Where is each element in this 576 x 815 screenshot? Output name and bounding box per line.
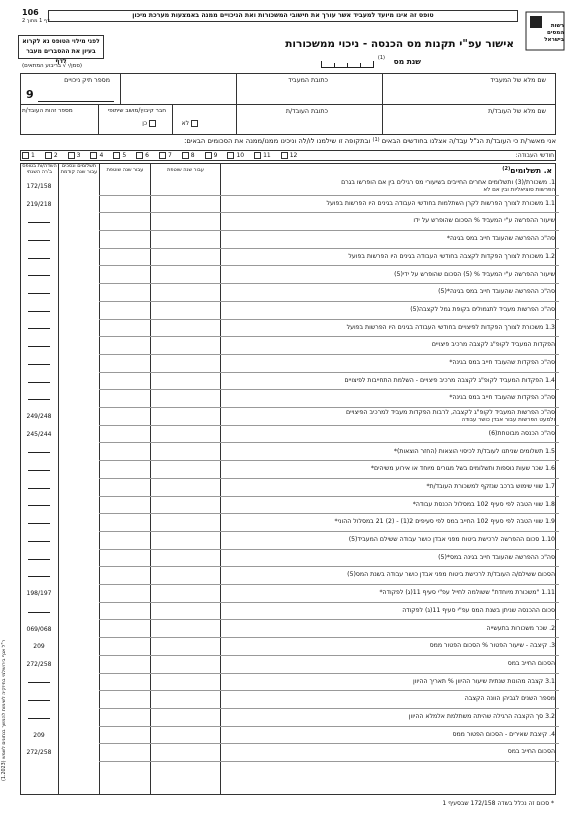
- month-number: 8: [190, 152, 195, 159]
- checkbox: [45, 152, 52, 159]
- amount-input[interactable]: [100, 268, 150, 284]
- amount-input[interactable]: [100, 321, 150, 337]
- amount-input[interactable]: [151, 321, 220, 337]
- declaration-text: אני מאשר/ת כי העובד/ת הנ"ל עבד/ה אצלנו בחודשים הבאים $^{(1)}$ ובתקופה זו שילמנו לו/לה וניכינו ממנו/ממנה את הסכומים הבאים:: [184, 137, 556, 145]
- amount-input[interactable]: [151, 303, 220, 319]
- row-label: סה"כ הפרשות מעביד לתגמולים בקופת גמל לקצבה(5): [410, 305, 555, 313]
- row-label: 1.11 "משכורת מיוחדת" ששולמה לחייל עפ"י סעיף 11(ג) לפקודה*: [379, 589, 555, 597]
- amount-input[interactable]: [100, 250, 150, 266]
- amount-input[interactable]: [100, 639, 150, 655]
- month-number: 12: [289, 152, 298, 159]
- amount-input[interactable]: [151, 551, 220, 567]
- row-label: 1.8 שווי הטבה לפי סעיף 102 במסלול הכנסת עבודה*: [412, 500, 555, 508]
- deduction-file-prefix: 9: [26, 88, 34, 101]
- field-code: 172/158: [26, 183, 52, 190]
- row-label: 4. קיצבת שאירים - הסכום הפטור ממס: [452, 730, 555, 738]
- amount-input[interactable]: [100, 710, 150, 726]
- month-checkbox-8[interactable]: [182, 152, 195, 159]
- row-label: 1.6 שכר שעות נוספות ותשלומים בשל מגורים מיוחד או אירוע משיהים*: [370, 465, 555, 473]
- employee-id-label: מספר זהות העובד/ת: [22, 108, 73, 114]
- month-number: 10: [236, 152, 245, 159]
- checkbox: [159, 152, 166, 159]
- amount-input[interactable]: [100, 692, 150, 708]
- no-field-dash: [28, 488, 50, 489]
- no-field-dash: [28, 382, 50, 383]
- amount-input[interactable]: [151, 745, 220, 761]
- no-field-dash: [28, 523, 50, 524]
- amount-input[interactable]: [100, 586, 150, 602]
- month-checkbox-2[interactable]: [45, 152, 58, 159]
- amount-input[interactable]: [100, 285, 150, 301]
- amount-input[interactable]: [100, 728, 150, 744]
- section-a-title: א. תשלומים$^{(2)}$: [502, 166, 552, 175]
- page-ref: דף 1 מתוך 2: [22, 18, 50, 24]
- no-field-dash: [28, 700, 50, 701]
- employer-address-label: כתובת המעביד: [288, 77, 328, 84]
- amount-input[interactable]: [100, 409, 150, 425]
- amount-input[interactable]: [100, 462, 150, 478]
- amount-input[interactable]: [100, 445, 150, 461]
- col-head-current-year: עבור שנה שוטפת: [106, 167, 144, 173]
- tax-year-label: שנת מס: [393, 57, 421, 66]
- amount-input[interactable]: [151, 604, 220, 620]
- checkbox: [90, 152, 97, 159]
- no-field-dash: [28, 612, 50, 613]
- amount-input[interactable]: [151, 710, 220, 726]
- amount-input[interactable]: [151, 622, 220, 638]
- amount-input[interactable]: [151, 268, 220, 284]
- row-label: 1. משכורת/(3) ותשלומים אחרים החייבים בשיעורי מס רגילים בין אם הופרשו בגרם: [341, 179, 555, 186]
- checkbox: [205, 152, 212, 159]
- employee-name-label: שם מלא של העובד/ת: [488, 108, 546, 115]
- field-code: 245/244: [26, 430, 52, 438]
- amount-input[interactable]: [151, 338, 220, 354]
- no-field-dash: [28, 364, 50, 365]
- month-checkbox-11[interactable]: [254, 152, 271, 159]
- checkbox: [22, 152, 29, 159]
- checkbox: [281, 152, 288, 159]
- row-label: מספר השנים לגביהן הוונה הקצבה: [464, 695, 555, 703]
- no-field-dash: [28, 576, 50, 577]
- field-code: 219/218: [26, 200, 52, 208]
- month-number: 9: [213, 152, 218, 159]
- no-field-dash: [28, 718, 50, 719]
- amount-input[interactable]: [100, 197, 150, 213]
- month-checkbox-6[interactable]: [136, 152, 149, 159]
- amount-input[interactable]: [151, 391, 220, 407]
- amount-input[interactable]: [151, 409, 220, 425]
- no-field-dash: [28, 240, 50, 241]
- no-field-dash: [28, 258, 50, 259]
- kibbutz-yes[interactable]: [142, 120, 156, 127]
- row-label: 3.2 סך הקצבה הרגילה שהיתה משתלמת אלמלא ההיוון: [408, 713, 555, 720]
- amount-input[interactable]: [100, 303, 150, 319]
- page-title: אישור עפ"י תקנות מס הכנסה - ניכוי ממשכורות: [285, 38, 514, 50]
- amount-input[interactable]: [151, 480, 220, 496]
- amount-input[interactable]: [151, 639, 220, 655]
- row-label: 3.1 קצבה מהונות שנתית שיעור ההיוון % תאריך ההיוון: [413, 677, 555, 685]
- month-number: 7: [167, 152, 172, 159]
- amount-input[interactable]: [151, 232, 220, 248]
- amount-input[interactable]: [100, 391, 150, 407]
- field-code: 272/258: [26, 749, 52, 757]
- side-note: ר"ל אגף בירושלמי בחיזקיה לשימות להמשך בנתונים לשמש (1.2023): [2, 640, 7, 782]
- row-label: סה"כ הכנסה מבוטחת(6): [488, 429, 555, 437]
- amount-input[interactable]: [100, 657, 150, 673]
- field-code: 198/197: [26, 590, 52, 598]
- row-label: 1.5 תשלומים שניתנו לעובד/ת לכיסוי הוצאות (החזר הוצאות)*: [393, 447, 555, 455]
- checkbox: [149, 120, 156, 127]
- field-code: 069/068: [26, 625, 52, 633]
- amount-input[interactable]: [151, 533, 220, 549]
- amount-input[interactable]: [100, 427, 150, 443]
- row-label: סה"כ ההפרשה שהעובד חייב במס בגינה*(5): [438, 288, 555, 296]
- amount-input[interactable]: [151, 692, 220, 708]
- month-number: 4: [99, 152, 104, 159]
- month-checkbox-3[interactable]: [68, 152, 81, 159]
- row-label: סה"כ הפרשות המעביד לקופ"ג לקצבה, לרבות הפקדות מעביד למרכיב הפיצויים: [345, 409, 555, 417]
- employee-address-label: כתובת העובד/ת: [285, 108, 328, 115]
- row-label: הסכום ששילם/ה העובד/ת לרכישת ביטוח מפני אבדן כושר עבודה בשנת המס(5): [347, 571, 555, 579]
- row-label: הסכום החייב במס: [507, 748, 555, 756]
- kibbutz-yes-label: כן: [142, 120, 148, 127]
- field-code: 209: [33, 643, 45, 651]
- row-label: סה"כ הפקדות שהעובד חייב במס בגינה*: [449, 394, 555, 402]
- deduction-file-input[interactable]: [38, 96, 114, 102]
- no-field-dash: [28, 399, 50, 400]
- row-label-continued: הפרשות סוציאליות ובין אם לא: [483, 187, 555, 193]
- month-checkbox-1[interactable]: [22, 152, 35, 159]
- month-checkbox-7[interactable]: [159, 152, 172, 159]
- checkbox: [227, 152, 234, 159]
- amount-input[interactable]: [100, 179, 150, 195]
- month-checkbox-5[interactable]: [113, 152, 126, 159]
- amount-input[interactable]: [151, 427, 220, 443]
- amount-input[interactable]: [151, 214, 220, 230]
- logo-text: רשות המסים בישראל: [544, 23, 564, 43]
- no-field-dash: [28, 559, 50, 560]
- months-checkboxes: [22, 152, 307, 160]
- fill-note: לפני מילוי הטופס נא לקרוא בעיון את ההסברים מעבר לדף: [18, 35, 104, 59]
- month-number: 5: [122, 152, 127, 159]
- checkbox: [191, 120, 198, 127]
- amount-input[interactable]: [100, 551, 150, 567]
- row-label: 1.10 סכום ההפרשה לרכישת ביטוח מפני אבדן כושר עבודה ששילם המעביד(5): [348, 536, 555, 543]
- amount-input[interactable]: [100, 604, 150, 620]
- checkbox: [182, 152, 189, 159]
- amount-input[interactable]: [151, 445, 220, 461]
- month-number: 2: [53, 152, 58, 159]
- amount-input[interactable]: [151, 515, 220, 531]
- row-label: 1.1 משכורת לצורך הפרשות לקרן השתלמות בחודשי העבודה בגינים היו הפרשות בפועל: [326, 199, 555, 207]
- amount-input[interactable]: [100, 232, 150, 248]
- amount-input[interactable]: [100, 515, 150, 531]
- row-label: 1.3 משכורת לצורך הפקדות לפיצויים בחודשי העבודה בגינים היו הפרשות בפועל: [346, 323, 555, 331]
- field-code: 209: [33, 731, 45, 739]
- no-field-dash: [28, 293, 50, 294]
- no-field-dash: [28, 505, 50, 506]
- amount-input[interactable]: [100, 622, 150, 638]
- no-field-dash: [28, 682, 50, 683]
- months-label: חודשי העבודה:: [515, 152, 554, 159]
- month-number: 3: [76, 152, 81, 159]
- amount-input[interactable]: [100, 745, 150, 761]
- amount-input[interactable]: [151, 657, 220, 673]
- amount-input[interactable]: [100, 356, 150, 372]
- form-notice: טופס זה אינו מיועד למעביד אשר עורך את חישובי המשכורות ואת הניכויים ממנה באמצעות מערכת מיכון: [48, 10, 518, 22]
- row-label: סה"כ ההפרשה שהעובד חייב במס בגינה*: [446, 235, 555, 243]
- row-label: סה"כ ההפרשה שהעובד חייב בגינה במס*(5): [438, 553, 555, 561]
- tax-year-field[interactable]: [321, 57, 421, 69]
- amount-input[interactable]: [151, 675, 220, 691]
- amount-input[interactable]: [100, 675, 150, 691]
- checkbox: [68, 152, 75, 159]
- no-field-dash: [28, 452, 50, 453]
- row-label: 1.4 הפקדות המעביד לקופ"ג לקצבה מרכיב פיצויים - השלמת התחייבות לפיצויים: [344, 376, 555, 384]
- amount-input[interactable]: [151, 356, 220, 372]
- no-field-dash: [28, 346, 50, 347]
- row-label: 3. קיצבה - שיעור הפטור % הסכום הפטור ממס: [429, 642, 555, 650]
- amount-input[interactable]: [151, 498, 220, 514]
- amount-input[interactable]: [100, 480, 150, 496]
- month-number: 11: [263, 152, 271, 159]
- row-label: סכום ההכנסה שניתן בשנת המס עפ"י סעיף 11(ג) לפקודה: [402, 606, 555, 614]
- checkbox: [136, 152, 143, 159]
- checkbox: [254, 152, 261, 159]
- amount-input[interactable]: [151, 197, 220, 213]
- no-field-dash: [28, 328, 50, 329]
- no-field-dash: [28, 470, 50, 471]
- employer-name-label: שם מלא של המעביד: [490, 77, 546, 84]
- amount-input[interactable]: [151, 728, 220, 744]
- kibbutz-no-label: לא: [181, 120, 190, 127]
- month-number: 6: [145, 152, 149, 159]
- kibbutz-label: חבר קיבוץ/מושב שיתופי: [107, 108, 166, 114]
- kibbutz-no[interactable]: [182, 120, 198, 127]
- mark-note: (סמן/י √ בריבוע המתאים): [22, 63, 83, 69]
- no-field-dash: [28, 311, 50, 312]
- row-label: 1.2 משכורת לצורך הפקדות לקצבה בחודשי העבודה בגינים היו הפרשות בפועל: [348, 252, 555, 260]
- form-number: 106: [22, 8, 39, 17]
- amount-input[interactable]: [100, 568, 150, 584]
- month-checkbox-9[interactable]: [205, 152, 218, 159]
- field-code: 249/248: [26, 413, 52, 421]
- no-field-dash: [28, 275, 50, 276]
- month-number: 1: [31, 152, 35, 159]
- amount-input[interactable]: [151, 586, 220, 602]
- row-label: 2. שכר משכורות בתעשייה: [486, 624, 555, 632]
- row-label: 1.9 שווי הטבה לפי סעיף 102 החייב במס לפי סעיפים 2(1) - (2) 21 במסלול ההוני*: [334, 518, 555, 526]
- amount-input[interactable]: [151, 462, 220, 478]
- amount-input[interactable]: [151, 250, 220, 266]
- col-head-prev-year: תשלומים ונסכים עבור שנה קודמת: [60, 163, 98, 175]
- amount-input[interactable]: [151, 374, 220, 390]
- footer-note: * סכום זה נכלל בשדה 172/158 שבסעיף 1: [442, 800, 554, 807]
- col-head-codes: השדה/ות בטופס ב'רה השנתי: [22, 163, 57, 175]
- amount-input[interactable]: [151, 568, 220, 584]
- amount-input[interactable]: [100, 498, 150, 514]
- amount-input[interactable]: [100, 374, 150, 390]
- amount-input[interactable]: [100, 214, 150, 230]
- row-label: הפקדות המעביד לקופ"ג לקצבה מרכיב פיצויים: [431, 341, 555, 349]
- row-label: סה"כ הפקדות שהעובד חייב במס בגינה*: [449, 359, 555, 366]
- amount-input[interactable]: [100, 338, 150, 354]
- col-head-current-year-2: עבור שנה שוטפת: [167, 167, 204, 173]
- month-checkbox-12[interactable]: [281, 152, 298, 159]
- field-code: 272/258: [26, 660, 52, 668]
- row-label: שיעור ההפרשה ע"י המעביד % הסכום שהופרש על ידו: [413, 217, 555, 225]
- month-checkbox-10[interactable]: [227, 152, 244, 159]
- row-label: הסכום החייב במס: [507, 659, 555, 667]
- no-field-dash: [28, 222, 50, 223]
- row-label-continued: ולמעט הפרשות עבור אבדן כושר עבודה: [461, 417, 555, 424]
- checkbox: [113, 152, 120, 159]
- no-field-dash: [28, 541, 50, 542]
- amount-input[interactable]: [151, 285, 220, 301]
- month-checkbox-4[interactable]: [90, 152, 103, 159]
- row-label: שיעור ההפרשה ע"י המעביד % (5) הסכום שהופרש על ידי(5): [394, 270, 555, 278]
- tax-year-ref: (1): [377, 55, 385, 61]
- amount-input[interactable]: [151, 179, 220, 195]
- amount-input[interactable]: [100, 533, 150, 549]
- deduction-file-label: מספר תיק ניכויים: [64, 77, 110, 84]
- row-label: 1.7 שווי שימוש ברכב שנזקף למשכורת העובד/ת*: [426, 482, 555, 490]
